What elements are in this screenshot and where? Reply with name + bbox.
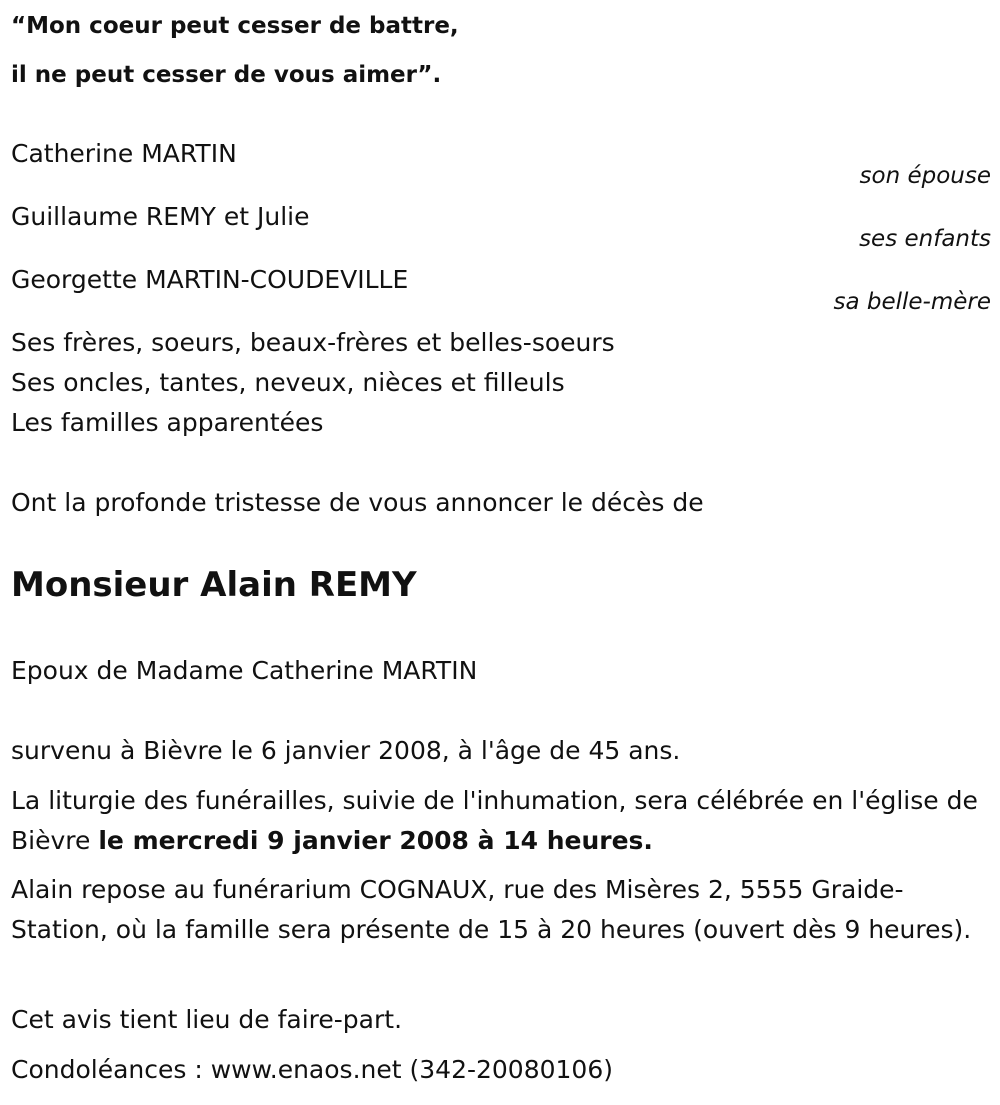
mourner-role: sa belle-mère <box>833 289 991 315</box>
mourner-row <box>11 260 991 330</box>
notice-line: Cet avis tient lieu de faire-part. <box>11 1005 403 1034</box>
mourner-role: son épouse <box>859 163 991 189</box>
mourner-role: ses enfants <box>859 226 991 252</box>
mourner-name: Catherine MARTIN <box>11 139 237 168</box>
family-line: Ses frères, soeurs, beaux-frères et belles-soeurs <box>11 328 615 357</box>
obituary-notice <box>11 0 991 1105</box>
visitation-info: Alain repose au funérarium COGNAUX, rue des Misères 2, 5555 Graide-Station, où la famille sera présente de 15 à 20 heures (ouvert dès 9 heures). <box>11 875 972 944</box>
mourner-row <box>11 134 991 204</box>
quote-line-1: “Mon coeur peut cesser de battre, <box>11 13 459 39</box>
mourner-row <box>11 197 991 267</box>
funeral-info <box>11 781 991 861</box>
deceased-name: Monsieur Alain REMY <box>11 565 417 605</box>
spouse-line: Epoux de Madame Catherine MARTIN <box>11 656 478 685</box>
funeral-date: le mercredi 9 janvier 2008 à 14 heures. <box>98 826 653 855</box>
announcement: Ont la profonde tristesse de vous annoncer le décès de <box>11 488 704 517</box>
mourner-name: Georgette MARTIN-COUDEVILLE <box>11 265 409 294</box>
family-list <box>11 323 991 443</box>
quote-line-2: il ne peut cesser de vous aimer”. <box>11 62 442 88</box>
family-line: Ses oncles, tantes, neveux, nièces et filleuls <box>11 368 565 397</box>
condolences-line: Condoléances : www.enaos.net (342-20080106) <box>11 1055 613 1084</box>
death-info: survenu à Bièvre le 6 janvier 2008, à l'âge de 45 ans. <box>11 736 681 765</box>
mourner-name: Guillaume REMY et Julie <box>11 202 310 231</box>
funeral-text: La liturgie des funérailles, suivie de l'inhumation, sera célébrée en l'église de Bièvre <box>11 786 978 855</box>
family-line: Les familles apparentées <box>11 408 324 437</box>
